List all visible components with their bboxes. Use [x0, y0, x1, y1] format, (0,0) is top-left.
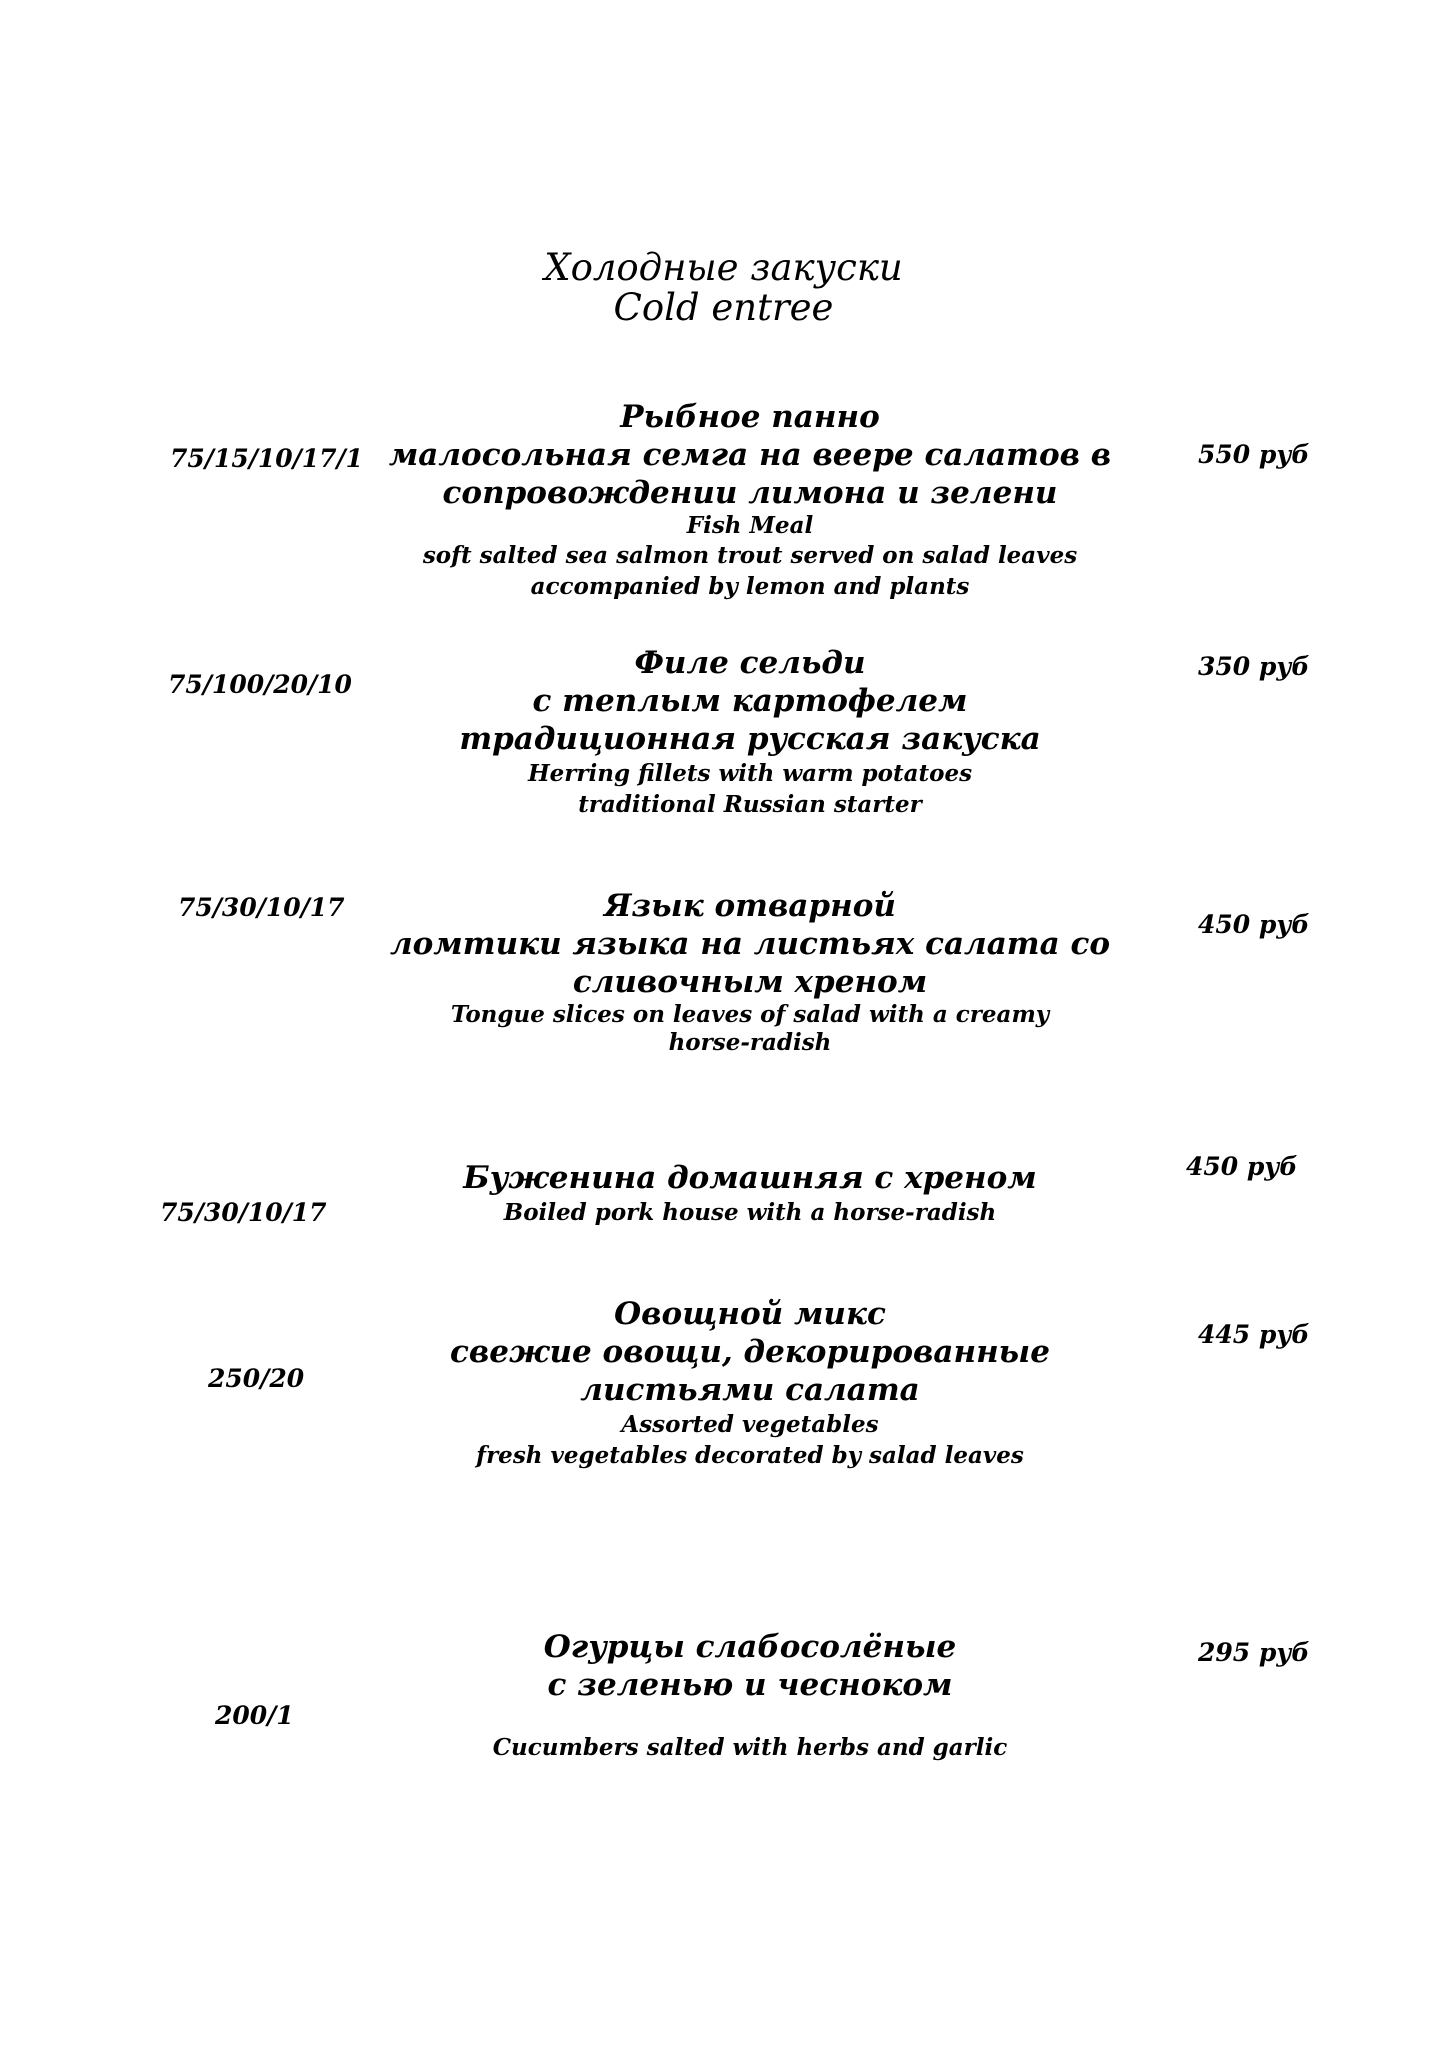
item-name-ru: Огурцы слабосолёные	[543, 1629, 957, 1665]
item-name-en: Fish Meal	[686, 512, 814, 539]
item-desc-en: Tongue slices on leaves of salad with a creamy	[450, 1001, 1050, 1028]
item-weight: 75/30/10/17	[178, 893, 345, 922]
item-name-en: Assorted vegetables	[621, 1411, 879, 1438]
item-description	[380, 1628, 1120, 1763]
item-name-en: Cucumbers salted with herbs and garlic	[492, 1734, 1008, 1761]
item-price: 450 руб	[1186, 1152, 1298, 1181]
item-name-en: Boiled pork house with a horse-radish	[503, 1199, 997, 1226]
item-desc-ru: свежие овощи, декорированные	[450, 1334, 1050, 1370]
item-desc-en: accompanied by lemon and plants	[530, 573, 970, 600]
item-desc-en: fresh vegetables decorated by salad leaves	[476, 1442, 1024, 1469]
item-desc-ru: ломтики языка на листьях салата со	[389, 926, 1111, 962]
item-desc-ru: малосольная семга на веере салатов в	[388, 437, 1112, 473]
item-name-ru: Буженина домашняя с хреном	[463, 1160, 1037, 1196]
item-price: 445 руб	[1198, 1320, 1310, 1349]
section-title-en: Cold entree	[613, 286, 834, 329]
item-price: 350 руб	[1198, 652, 1310, 681]
item-weight: 250/20	[208, 1364, 305, 1393]
item-description	[380, 1159, 1120, 1228]
item-name-en: Herring fillets with warm potatoes	[527, 760, 973, 787]
item-name-ru: Язык отварной	[604, 888, 896, 924]
section-title-ru: Холодные закуски	[544, 246, 903, 289]
item-description	[380, 887, 1120, 1057]
item-description	[380, 644, 1120, 820]
item-weight: 200/1	[215, 1701, 294, 1730]
item-description	[380, 1295, 1120, 1471]
item-desc-en: horse-radish	[668, 1029, 832, 1056]
item-description	[380, 398, 1120, 602]
item-desc-ru: сливочным хреном	[572, 964, 928, 1000]
item-weight: 75/15/10/17/1	[170, 444, 364, 473]
item-name-ru: Овощной микс	[614, 1296, 886, 1332]
item-price: 550 руб	[1198, 440, 1310, 469]
item-desc-ru: традиционная русская закуска	[459, 721, 1041, 757]
item-weight: 75/100/20/10	[168, 670, 352, 699]
item-name-ru: Филе сельди	[634, 645, 866, 681]
item-desc-en: traditional Russian starter	[578, 791, 922, 818]
item-desc-ru: листьями салата	[580, 1372, 920, 1408]
item-name-ru: Рыбное панно	[620, 399, 880, 435]
item-desc-ru: с зеленью и чесноком	[547, 1667, 953, 1703]
item-price: 450 руб	[1198, 910, 1310, 939]
item-desc-ru: с теплым картофелем	[532, 683, 968, 719]
item-price: 295 руб	[1198, 1638, 1310, 1667]
item-weight: 75/30/10/17	[160, 1198, 327, 1227]
item-desc-ru: сопровождении лимона и зелени	[442, 475, 1058, 511]
item-desc-en: soft salted sea salmon trout served on salad leaves	[422, 542, 1078, 569]
